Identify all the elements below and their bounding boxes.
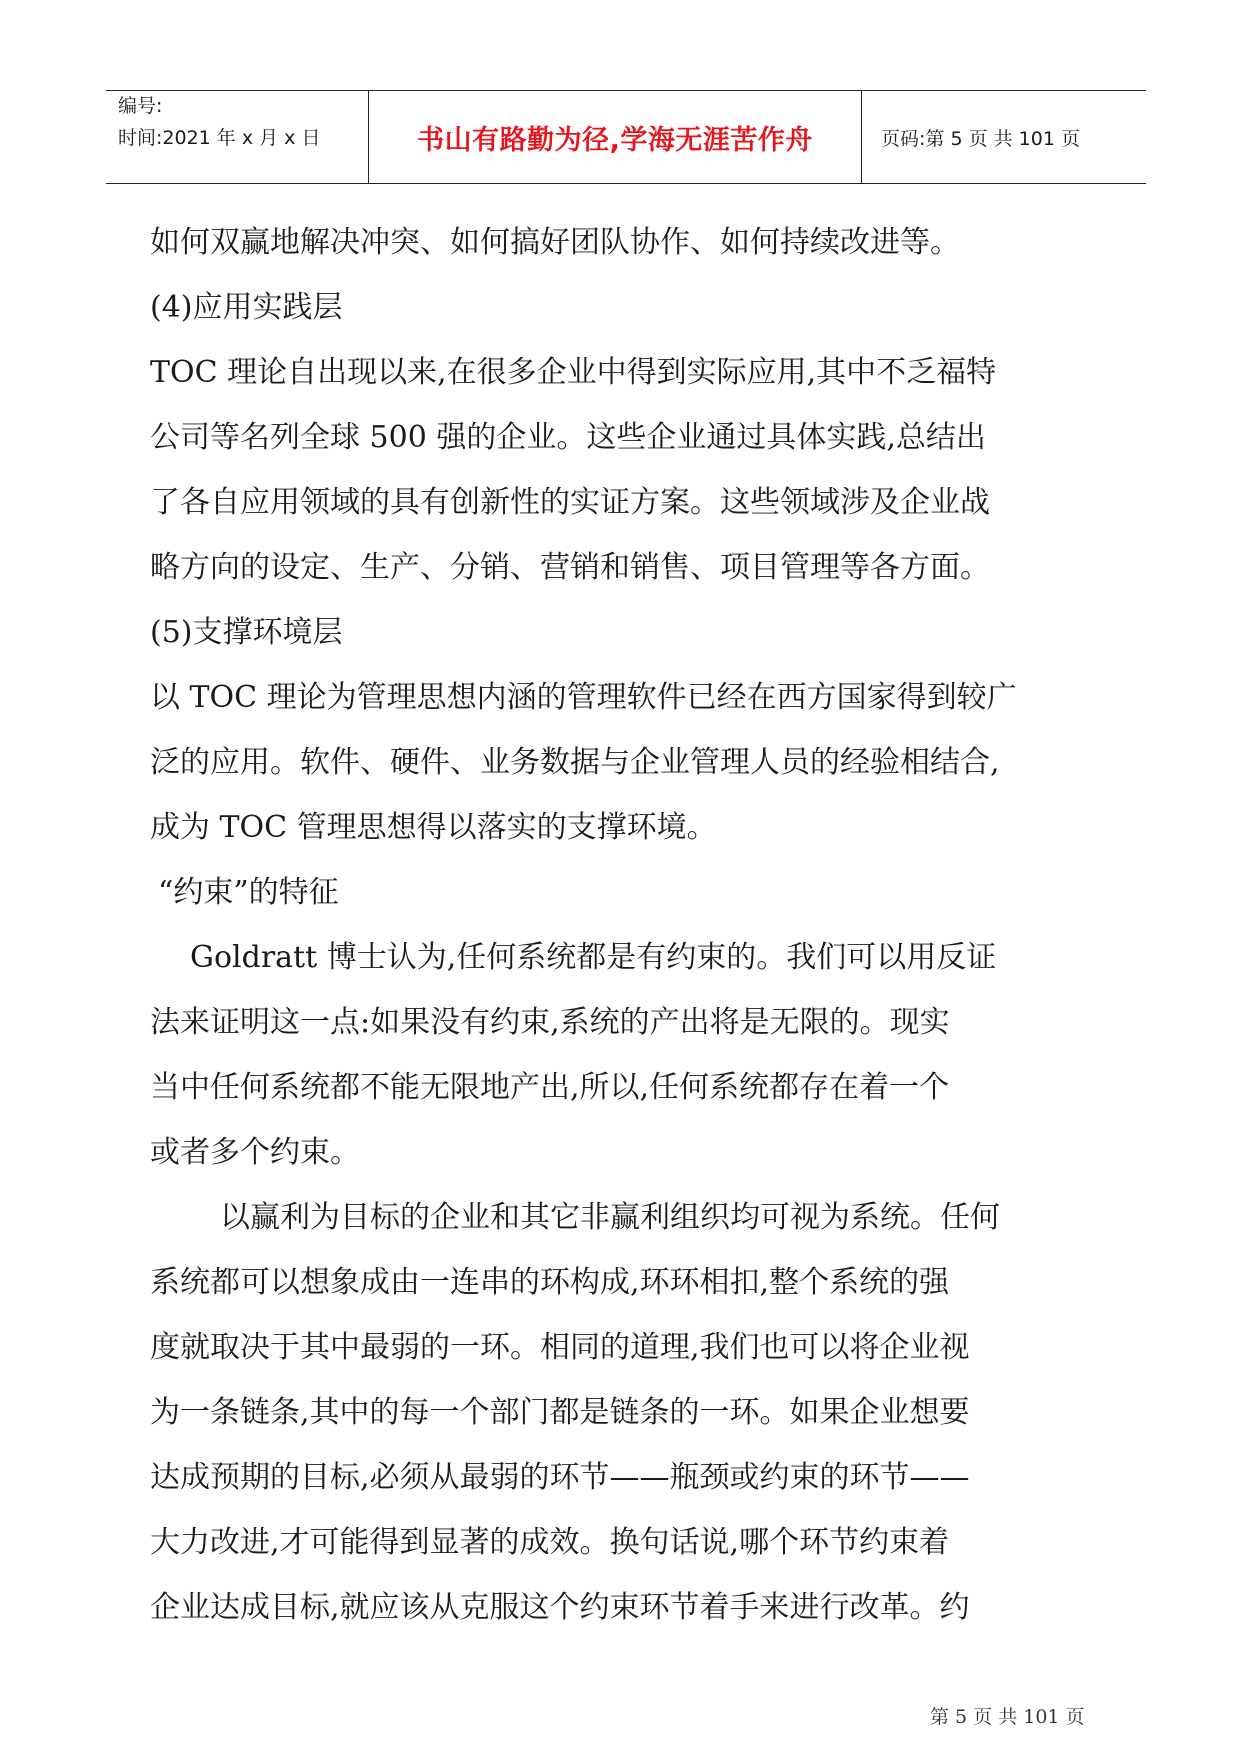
header-motto-cell — [369, 91, 862, 183]
motto-text: 书山有路勤为径,学海无涯苦作舟 — [417, 124, 813, 156]
paragraph-line: 达成预期的目标,必须从最弱的环节——瓶颈或约束的环节—— — [150, 1460, 970, 1495]
section-heading-5: (5)支撑环境层 — [150, 615, 343, 650]
paragraph-line: 以赢利为目标的企业和其它非赢利组织均可视为系统。任何 — [220, 1200, 1000, 1235]
serial-number-label: 编号: — [118, 95, 163, 117]
paragraph-line: 系统都可以想象成由一连串的环构成,环环相扣,整个系统的强 — [150, 1265, 950, 1300]
paragraph-line: Goldratt 博士认为,任何系统都是有约束的。我们可以用反证 — [190, 940, 997, 975]
paragraph-line: 了各自应用领域的具有创新性的实证方案。这些领域涉及企业战 — [150, 485, 990, 520]
document-header — [106, 90, 1146, 184]
section-heading-4: (4)应用实践层 — [150, 290, 343, 325]
paragraph-line: 企业达成目标,就应该从克服这个约束环节着手来进行改革。约 — [150, 1590, 970, 1625]
paragraph-line: 大力改进,才可能得到显著的成效。换句话说,哪个环节约束着 — [150, 1525, 950, 1560]
date-label: 时间:2021 年 x 月 x 日 — [118, 127, 321, 149]
paragraph-line: 或者多个约束。 — [150, 1135, 360, 1170]
paragraph-line: 泛的应用。软件、硬件、业务数据与企业管理人员的经验相结合, — [150, 745, 1000, 780]
paragraph-line: 略方向的设定、生产、分销、营销和销售、项目管理等各方面。 — [150, 550, 990, 585]
header-page-cell — [863, 91, 1146, 183]
section-heading-constraint: “约束”的特征 — [158, 875, 339, 910]
paragraph-line: TOC 理论自出现以来,在很多企业中得到实际应用,其中不乏福特 — [150, 355, 997, 390]
paragraph-line: 度就取决于其中最弱的一环。相同的道理,我们也可以将企业视 — [150, 1330, 970, 1365]
paragraph-line: 法来证明这一点:如果没有约束,系统的产出将是无限的。现实 — [150, 1005, 950, 1040]
paragraph-line: 为一条链条,其中的每一个部门都是链条的一环。如果企业想要 — [150, 1395, 970, 1430]
paragraph-line: 如何双赢地解决冲突、如何搞好团队协作、如何持续改进等。 — [150, 225, 960, 260]
paragraph-line: 以 TOC 理论为管理思想内涵的管理软件已经在西方国家得到较广 — [150, 680, 1017, 715]
paragraph-line: 公司等名列全球 500 强的企业。这些企业通过具体实践,总结出 — [150, 420, 986, 455]
page-footer: 第 5 页 共 101 页 — [930, 1706, 1085, 1728]
paragraph-line: 成为 TOC 管理思想得以落实的支撑环境。 — [150, 810, 717, 845]
header-meta-cell — [106, 91, 369, 183]
document-body — [150, 210, 1130, 1640]
paragraph-line: 当中任何系统都不能无限地产出,所以,任何系统都存在着一个 — [150, 1070, 950, 1105]
header-page-info: 页码:第 5 页 共 101 页 — [881, 127, 1080, 150]
